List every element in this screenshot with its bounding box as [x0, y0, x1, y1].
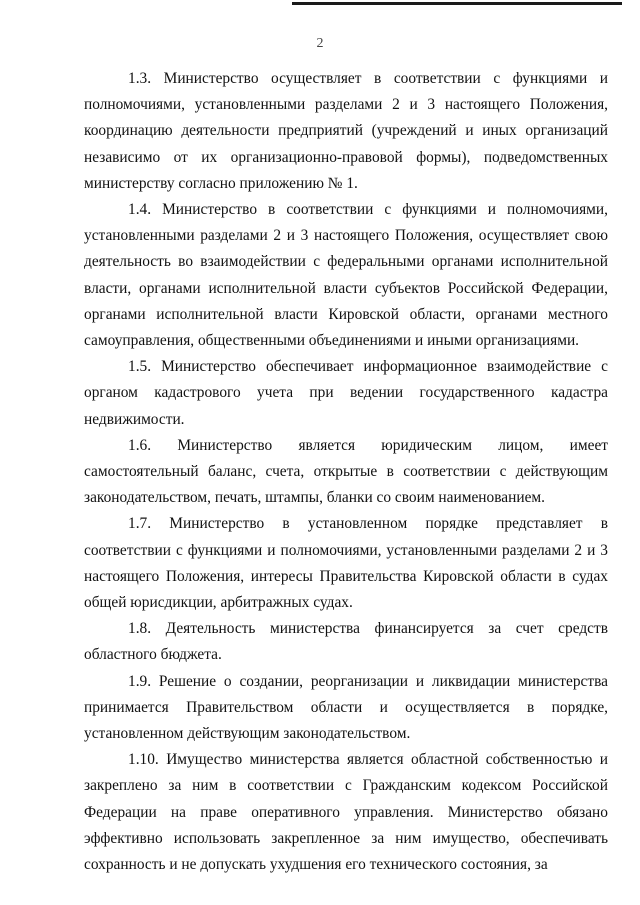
paragraph-1-5: 1.5. Министерство обеспечивает информационное взаимодействие с органом кадастрового учета при ведении государственного кадастра недвижимости. — [84, 358, 608, 428]
paragraph-1-6: 1.6. Министерство является юридическим лицом, имеет самостоятельный баланс, счета, открытые в соответствии с действующим законодательством, печать, штампы, бланки со своим наименованием. — [84, 436, 608, 507]
paragraph-1-10: 1.10. Имущество министерства является областной собственностью и закреплено за ним в соответствии с Гражданским кодексом Российской Федерации на праве оперативного управления. Министерство обязано эффективно использовать закрепленное за ним имущество, обеспечивать сохранность и не допускать ухудшения его технического состояния, за — [84, 751, 608, 874]
paragraph-1-9: 1.9. Решение о создании, реорганизации и ликвидации министерства принимается Правительством области и осуществляется в порядке, установленном действующим законодательством. — [84, 672, 608, 743]
paragraph-1-4: 1.4. Министерство в соответствии с функциями и полномочиями, установленными разделами 2 и 3 настоящего Положения, осуществляет свою деятельность во взаимодействии с федеральными органами исполнительной власти, органами исполнительной власти субъектов Российской Федерации, органами исполнительной власти Кировской области, органами местного самоуправления, общественными объединениями и иными организациями. — [84, 201, 608, 350]
page-number: 2 — [316, 36, 324, 51]
document-body — [84, 66, 608, 878]
scan-edge-line — [292, 2, 622, 5]
paragraph-1-8: 1.8. Деятельность министерства финансируется за счет средств областного бюджета. — [84, 620, 608, 664]
paragraph-1-3: 1.3. Министерство осуществляет в соответствии с функциями и полномочиями, установленными разделами 2 и 3 настоящего Положения, координацию деятельности предприятий (учреждений и иных организаций независимо от их организационно-правовой формы), подведомственных министерству согласно приложению № 1. — [84, 70, 608, 192]
paragraph-1-7: 1.7. Министерство в установленном порядке представляет в соответствии с функциями и полномочиями, установленными разделами 2 и 3 настоящего Положения, интересы Правительства Кировской области в судах общей юрисдикции, арбитражных судах. — [84, 515, 608, 612]
